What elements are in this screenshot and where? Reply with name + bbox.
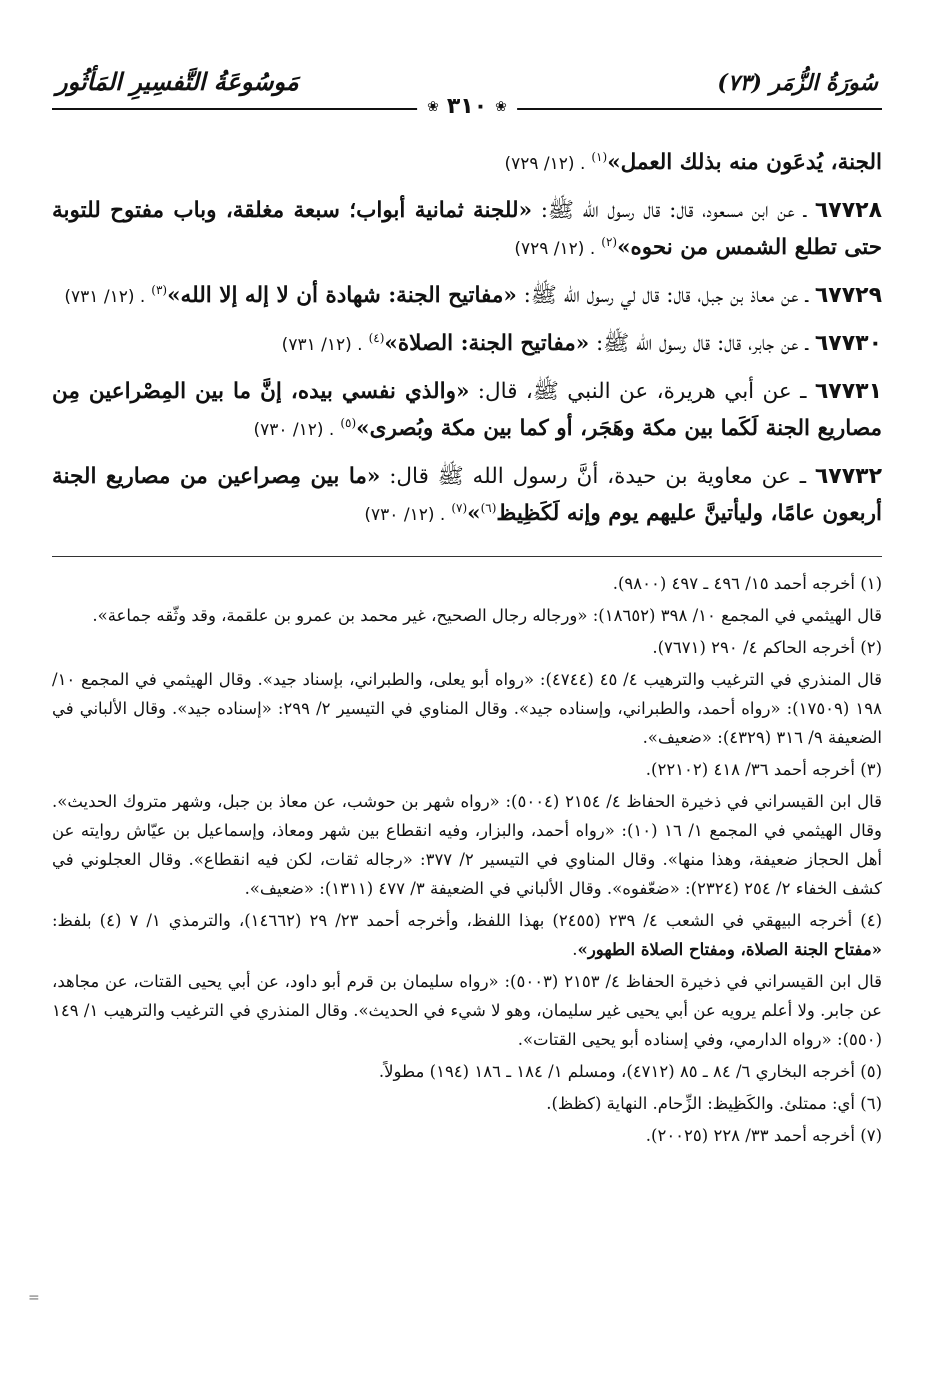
isnad-text: ـ عن معاوية بن حيدة، أنَّ رسول الله ﷺ قال: [380, 464, 815, 489]
hadith-text: «والذي نفسي بيده، إنَّ ما بين المِصْراعين مِن مصاريع الجنة لَكَما بين مكة وهَجَر، أو كما بين مكة وبُصرى» [52, 379, 882, 441]
footnote-divider [52, 556, 882, 557]
hadith-text: «ما بين مِصراعين من مصاريع الجنة أربعون عامًا، وليأتينَّ عليهم يوم وإنه لَكَظِيظ [52, 464, 882, 526]
entry-67731 [52, 373, 882, 449]
footnote-marker: (١) [591, 149, 608, 164]
footnote: (٣) أخرجه أحمد ٣٦/ ٤١٨ (٢٢١٠٢). [645, 760, 882, 779]
footnotes [52, 569, 882, 1150]
footnote-marker: (٣) [151, 282, 168, 297]
footnote-marker: (٤) [368, 330, 385, 345]
isnad-text: ـ عن معاذ بن جبل، قال: قال لي رسول الله ﷺ: [516, 283, 815, 308]
hadith-text: «للجنة ثمانية أبواب؛ سبعة مغلقة، وباب مفتوح للتوبة حتى تطلع الشمس من نحوه» [52, 198, 882, 260]
hadith-text-close: » [467, 501, 481, 526]
volume-ref: . (١٢/ ٧٣٠) [364, 505, 446, 525]
page-header [52, 56, 882, 126]
footnote-text: (٤) أخرجه البيهقي في الشعب ٤/ ٢٣٩ (٢٤٥٥) بهذا اللفظ، وأخرجه أحمد ٢٣/ ٢٩ (١٤٦٦٢)، والترمذي ١/ ٧ (٤) بلفظ: [52, 911, 883, 930]
footnote: (٧) أخرجه أحمد ٣٣/ ٢٢٨ (٢٠٠٢٥). [645, 1126, 882, 1145]
footnote: (٦) أي: ممتلئ. والكَظِيظ: الزِّحام. النهاية (كظظ). [546, 1094, 882, 1113]
ornament-right-icon: ❀ [495, 98, 507, 115]
footnote: (١) أخرجه أحمد ١٥/ ٤٩٦ ـ ٤٩٧ (٩٨٠٠). [612, 574, 882, 593]
entry-67730 [52, 325, 882, 364]
entry-67728 [52, 192, 882, 268]
main-text [52, 144, 882, 534]
footnote: (٢) أخرجه الحاكم ٤/ ٢٩٠ (٧٦٧١). [652, 638, 882, 657]
volume-ref: . (١٢/ ٧٣١) [281, 335, 363, 355]
hadith-text: «مفاتيح الجنة: شهادة أن لا إله إلا الله» [167, 283, 517, 308]
volume-ref: . (١٢/ ٧٣٠) [253, 420, 335, 440]
footnote [52, 906, 882, 964]
page-number: ٣١٠ [446, 94, 488, 119]
hadith-text: الجنة، يُدعَون منه بذلك العمل» [607, 150, 882, 175]
isnad-text: ـ عن ابن مسعود، قال: قال رسول الله ﷺ: [532, 198, 815, 223]
volume-ref: . (١٢/ ٧٣١) [64, 287, 146, 307]
entry-number: ٦٧٧٣٢ [814, 464, 882, 489]
footnote-marker: (٥) [340, 415, 357, 430]
footnote: قال المنذري في الترغيب والترهيب ٤/ ٤٥ (٤٧٤٤): «رواه أبو يعلى، والطبراني، بإسناد جيد». وقال الهيثمي في المجمع ١٠/ ١٩٨ (١٧٥٠٩): «رواه أحمد، والطبراني، وإسناده جيد». وقال المناوي في التيسير ٢/ ٢٩٩: «إسناده جيد». وقال الألباني في الضعيفة ٩/ ٣١٦ (٤٣٢٩): «ضعيف». [52, 670, 882, 747]
footnote-bold-text: «مفتاح الجنة الصلاة، ومفتاح الصلاة الطهور» [577, 940, 882, 959]
book-page [52, 56, 882, 1356]
volume-ref: . (١٢/ ٧٢٩) [504, 154, 586, 174]
footnote-marker: (٦) [480, 500, 497, 515]
footnote: (٥) أخرجه البخاري ٦/ ٨٤ ـ ٨٥ (٤٧١٢)، ومسلم ١/ ١٨٤ ـ ١٨٦ (١٩٤) مطولاً. [378, 1062, 882, 1081]
surah-title: سُورَةُ الزُّمَر (٧٣) [717, 70, 878, 96]
entry-67729 [52, 277, 882, 316]
entry-number: ٦٧٧٣٠ [814, 331, 882, 356]
footnote-marker: (٢) [601, 234, 618, 249]
entry-number: ٦٧٧٢٩ [814, 283, 882, 308]
footnote: قال ابن القيسراني في ذخيرة الحفاظ ٤/ ٢١٥٤ (٥٠٠٤): «رواه شهر بن حوشب، عن معاذ بن جبل، وشهر متروك الحديث». وقال الهيثمي في المجمع ١/ ١٦ (١٠): «رواه أحمد، والبزار، وفيه انقطاع بين شهر ومعاذ، وإسماعيل بن عيّاش روايته عن أهل الحجاز ضعيفة، وهذا منها». وقال المناوي في التيسير ٢/ ٣٧٧: «رجاله ثقات، لكن فيه انقطاع». وقال العجلوني في كشف الخفاء ٢/ ٢٥٤ (٢٣٢٤): «ضعّفوه». وقال الألباني في الضعيفة ٣/ ٤٧٧ (١٣١١): «ضعيف». [52, 792, 882, 898]
footnote: قال ابن القيسراني في ذخيرة الحفاظ ٤/ ٢١٥٣ (٥٠٠٣): «رواه سليمان بن قرم أبو داود، عن أبي يحيى القتات، عن مجاهد، عن جابر. ولا أعلم يرويه عن أبي يحيى غير سليمان، وهو لا شيء في الحديث». وقال المنذري في الترغيب والترهيب ١/ ١٤٩ (٥٥٠): «رواه الدارمي، وفي إسناده أبو يحيى القتات». [52, 972, 882, 1049]
footnote: قال الهيثمي في المجمع ١٠/ ٣٩٨ (١٨٦٥٢): «ورجاله رجال الصحيح، غير محمد بن عمرو بن علقمة، وقد وثّقه جماعة». [92, 606, 882, 625]
volume-ref: . (١٢/ ٧٢٩) [514, 239, 596, 259]
entry-number: ٦٧٧٢٨ [814, 198, 882, 223]
entry-number: ٦٧٧٣١ [814, 379, 882, 404]
margin-mark-icon: = [28, 1290, 40, 1306]
footnote-marker: (٧) [451, 500, 468, 515]
ornament-left-icon: ❀ [427, 98, 439, 115]
page-number-box [417, 94, 517, 119]
isnad-text: ـ عن جابر، قال: قال رسول الله ﷺ: [589, 331, 815, 356]
footnote-tail: . [572, 940, 578, 959]
isnad-text: ـ عن أبي هريرة، عن النبي ﷺ، قال: [469, 379, 815, 404]
series-title: مَوسُوعَةُ التَّفسِيرِ المَأثُور [56, 67, 299, 96]
hadith-text: «مفاتيح الجنة: الصلاة» [384, 331, 590, 356]
entry-continuation [52, 144, 882, 183]
entry-67732 [52, 458, 882, 534]
